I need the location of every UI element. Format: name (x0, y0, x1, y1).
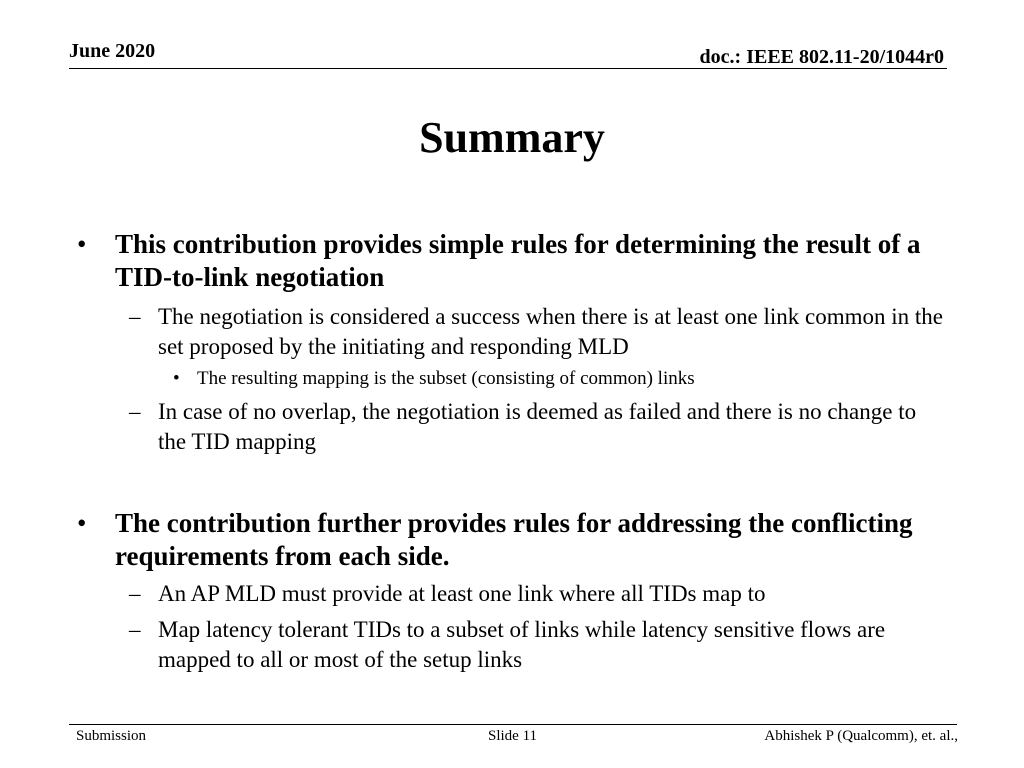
header-divider (69, 68, 947, 69)
bullet-1-sub-2 (129, 397, 948, 457)
bullet-text: This contribution provides simple rules for determining the result of a TID-to-link negotiation (115, 229, 921, 292)
bullet-text: The contribution further provides rules for addressing the conflicting requirements from each side. (115, 508, 913, 571)
dash-marker: – (129, 581, 141, 606)
dash-marker: – (129, 617, 141, 642)
sub-sub-bullet-text: The resulting mapping is the subset (consisting of common) links (197, 368, 695, 389)
bullet-2-sub-1 (129, 579, 948, 609)
footer-submission: Submission (76, 728, 147, 744)
bullet-marker: • (173, 368, 180, 389)
dash-marker: – (129, 304, 141, 329)
sub-bullet-text: The negotiation is considered a success when there is at least one link common in the set proposed by the initiating and responding MLD (158, 304, 943, 359)
dash-marker: – (129, 399, 141, 424)
footer-divider (69, 724, 957, 725)
sub-bullet-text: Map latency tolerant TIDs to a subset of links while latency sensitive flows are mapped to all or most of the setup links (158, 617, 886, 672)
footer-slide-number: Slide 11 (488, 728, 538, 744)
bullet-marker: • (77, 229, 87, 259)
footer-author: Abhishek P (Qualcomm), et. al., (764, 728, 958, 744)
slide-title: Summary (419, 113, 605, 162)
sub-bullet-text: In case of no overlap, the negotiation is deemed as failed and there is no change to the TID mapping (158, 399, 917, 454)
header-doc-id: doc.: IEEE 802.11-20/1044r0 (699, 46, 944, 68)
bullet-1-sub-1-sub-1 (173, 367, 937, 391)
header-date: June 2020 (69, 40, 156, 62)
bullet-marker: • (77, 508, 87, 538)
bullet-2-sub-2 (129, 615, 948, 675)
bullet-2 (77, 507, 935, 573)
bullet-1 (77, 228, 935, 294)
sub-bullet-text: An AP MLD must provide at least one link where all TIDs map to (158, 581, 766, 606)
bullet-1-sub-1 (129, 302, 948, 362)
